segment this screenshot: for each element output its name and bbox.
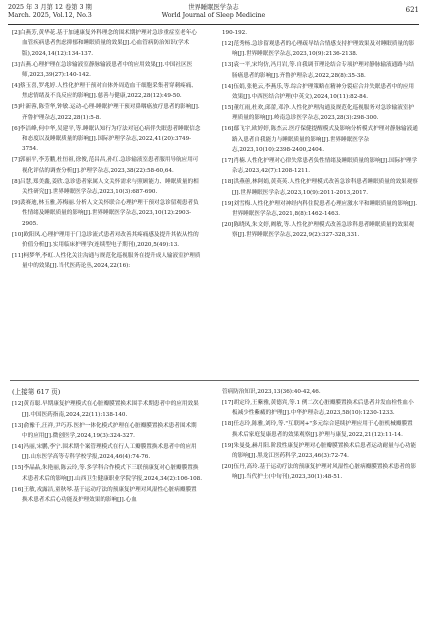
reference-entry: [17]胡定玲,王紫雅,黄德宾,等.1 例二次心脏瓣膜置换术后患者并发血栓性血小板减少性紫癜的护理[J].中华护理杂志,2023,58(10):1230-1233. [222, 399, 414, 417]
journal-title-cn: 世界睡眠医学杂志 [188, 4, 239, 11]
reference-entry: [14]伍娟,张艳云,李燕乐,等.综合护理策略在精神分裂症合并失眠患者中的应用效果[J].中西医结合护理(中英文),2024,10(11):82-84. [222, 83, 415, 100]
references-top-right [222, 28, 418, 241]
reference-entry: [6]李洁峰,何中华,吴建平,等.睡眠认知行为疗法对冠心病伴失眠患者睡眠信念和态度以及睡眠质量的影响[J].国际护理学杂志,2022,41(20):3749-3754. [12, 125, 201, 153]
reference-entry: [18]任志玲,陈雅,刘玲,等."互联网+"多元综合延续护理应用于心脏机械瓣膜置换术后家庭复康患者的效果观察[J].护理与康复,2022,21(12):11-14. [222, 421, 413, 438]
reference-entry: [11]柯梦华,李虹.人性化关注沟通与规范化巡视服务在提升成人输液室护理质量中的效果[J].当代医药论丛,2024,22(16): [12, 253, 201, 270]
reference-entry: [16]鄢飞宇,欧婷婷,陈杰云.医疗保健提醒模式及影响分析模式护理对静脉输液通路入患者自我能力与睡眠质量的影响[J].世界睡眠医学杂志,2023,10(10):2398-2400,2404. [222, 126, 418, 153]
reference-entry: [19]朱曼曼,赫月阳.阶段性康复护理对心脏瓣膜置换术后患者运动耐量与心功能的影响[J].黑龙江医药科学,2023,46(3):72-74. [222, 442, 417, 459]
reference-entry: [14]冯丽,宋鹏,李宁.围术期个案管理模式在行人工瓣膜置换术患者中的应用[J].山东医学高等专科学校学报,2024,46(4):74-76. [12, 444, 197, 461]
reference-entry: [19]刘雪梅.人性化护理对神经内科住院患者心理应激水平和睡眠质量的影响[J].世界睡眠医学杂志,2021,8(8):1462-1463. [222, 200, 418, 217]
reference-entry: [7]郭丽平,李芳鹏,杜恒祖,徐俊,范昌昌,孙红.急诊输液室患者服用导航应用可视化评估的调查分析[J].护理学杂志,2023,38(22):58-60,64. [12, 157, 199, 174]
reference-entry: [2]白燕芳,黄华花.基于加速康复外科理念的围术期护理对急诊重症室老年心血管疾病患者焦虑抑郁和睡眠质量的效果[J].心血管病防治知识(学术版),2024,14(12):134-137. [12, 30, 197, 57]
reference-entry: [10]欧阳凤.心理护理用于门急诊流式患者对改善其疼痛感及提升其依从性的价值分析[J].实用临床护理学(连续型电子期刊),2020,5(49):13. [12, 231, 199, 249]
references-bottom-right [222, 387, 418, 483]
page-number: 621 [405, 6, 419, 14]
references-bottom-left [12, 387, 202, 506]
reference-entry: [12]范秀杨.急诊留观患者的心理疏导结合情感支持护理效果及对睡眠质量的影响[J].世界睡眠医学杂志,2023,10(9):2136-2138. [222, 40, 415, 58]
continued-from-label: (上接第 617 页) [12, 388, 61, 396]
reference-entry: [12]黄育聪.早期康复护理模式在心脏瓣膜置换术围手术期患者中的应用效果[J].中国医药指南,2024,22(11):138-140. [12, 401, 199, 418]
reference-entry: 190-192. [222, 30, 248, 36]
journal-title [8, 4, 419, 20]
journal-title-en: World Journal of Sleep Medicine [161, 12, 266, 19]
issue-info-cn: 2025 年 3 月第 12 卷第 3 期 [8, 4, 92, 11]
references-top-left [12, 28, 202, 272]
issue-info-en: March. 2025, Vol.12, No.3 [8, 12, 92, 19]
reference-entry: [16]王敏,戎露洁,童秋琴.基于运动疗法的预康复护理对风湿性心脏病瓣膜置换术患者术后心功能及护理效果的影响[J].心血 [12, 486, 197, 504]
header-rule [8, 24, 419, 25]
reference-entry: [15]董红雨,杜欢,邱蕾,邓净.人性化护理沟通及规范化巡视服务对急诊输液室护理质量的影响[J].岭南急诊医学杂志,2023,28(3):298-300. [222, 104, 415, 122]
reference-entry: [20]陈晓凤,朱文婷,阙敏,等.人性化护理模式改善急诊科患者睡眠质量的效果观察[J].世界睡眠医学杂志,2022,9(2):327-328,331. [222, 221, 415, 239]
reference-entry: [18]洪燕蕙,林阿娟,黄英英.人性化护理模式改善急诊科患者睡眠质量的效果观察[J].世界睡眠医学杂志,2023,10(9):2011-2013,2017. [222, 179, 418, 196]
section-divider [10, 380, 419, 381]
reference-entry: [3]吉燕.心理护理在急诊输液室静脉输液患者中的应用效果[J].中国社区医师,2023,39(27):140-142. [12, 61, 193, 79]
reference-entry: [9]裴赛迪,林玉雅,苏梅丽.分析人文关怀联合心理护理干预对急诊留观患者负性情绪及睡眠质量的影响[J].世界睡眠医学杂志,2023,10(12):2903-2905. [12, 200, 199, 227]
reference-entry: [20]伍丹,高玲.基于运动疗法的预康复护理对风湿性心脏病瓣膜置换术患者的影响[J].当代护士(中旬刊),2023,30(1):48-51. [222, 463, 417, 481]
reference-entry: [13]袁一平,宋均仿,冯月岩,等.自我调节理论结合专项护理对静脉输液通路与结肠癌患者的影响[J].齐鲁护理杂志,2022,28(8):35-38. [222, 62, 415, 79]
reference-entry: [4]蔡玉喜,罗兆婷.人性化护理干预对自体外周造血干细胞采集者穿刺疼痛、焦虑情绪及不良反应的影响[J].慈善与健康,2022,28(12):49-50. [12, 83, 197, 100]
reference-entry: [5]叶新蓉,陈莹华,钟敏.运动-心理-睡眠护理干预对鼻咽癌放疗患者的影响[J].齐鲁护理杂志,2022,28(1):5-8. [12, 104, 200, 121]
reference-entry: [17]肖楠.人性化护理对心律失常患者负性情绪及睡眠质量的影响[J].国际护理学杂志,2023,42(7):1208-1211. [222, 157, 418, 175]
reference-entry: [8]吕慧,郑美鑫,姜欣.急诊患者家属人文关怀需求与照顾能力、睡眠质量的相关性研究[J].世界睡眠医学杂志,2023,10(3):687-690. [12, 178, 199, 196]
reference-entry: [15]李晶晶,朱艳丽,陈云玲,等.多学科合作模式下三联预康复对心脏瓣膜置换术患者术后的影响[J].山西卫生健康职业学院学报,2024,34(2):106-108. [12, 465, 203, 482]
reference-entry: 管病防治知识,2023,13(36):40-42,46. [222, 389, 321, 395]
page-header [8, 4, 419, 24]
reference-entry: [13]俞豫千,汪祥,尹巧苏.医护一体化模式护理在心脏瓣膜置换术患者围术期中的应用[J].微创医学,2024,19(3):324-327. [12, 422, 197, 440]
